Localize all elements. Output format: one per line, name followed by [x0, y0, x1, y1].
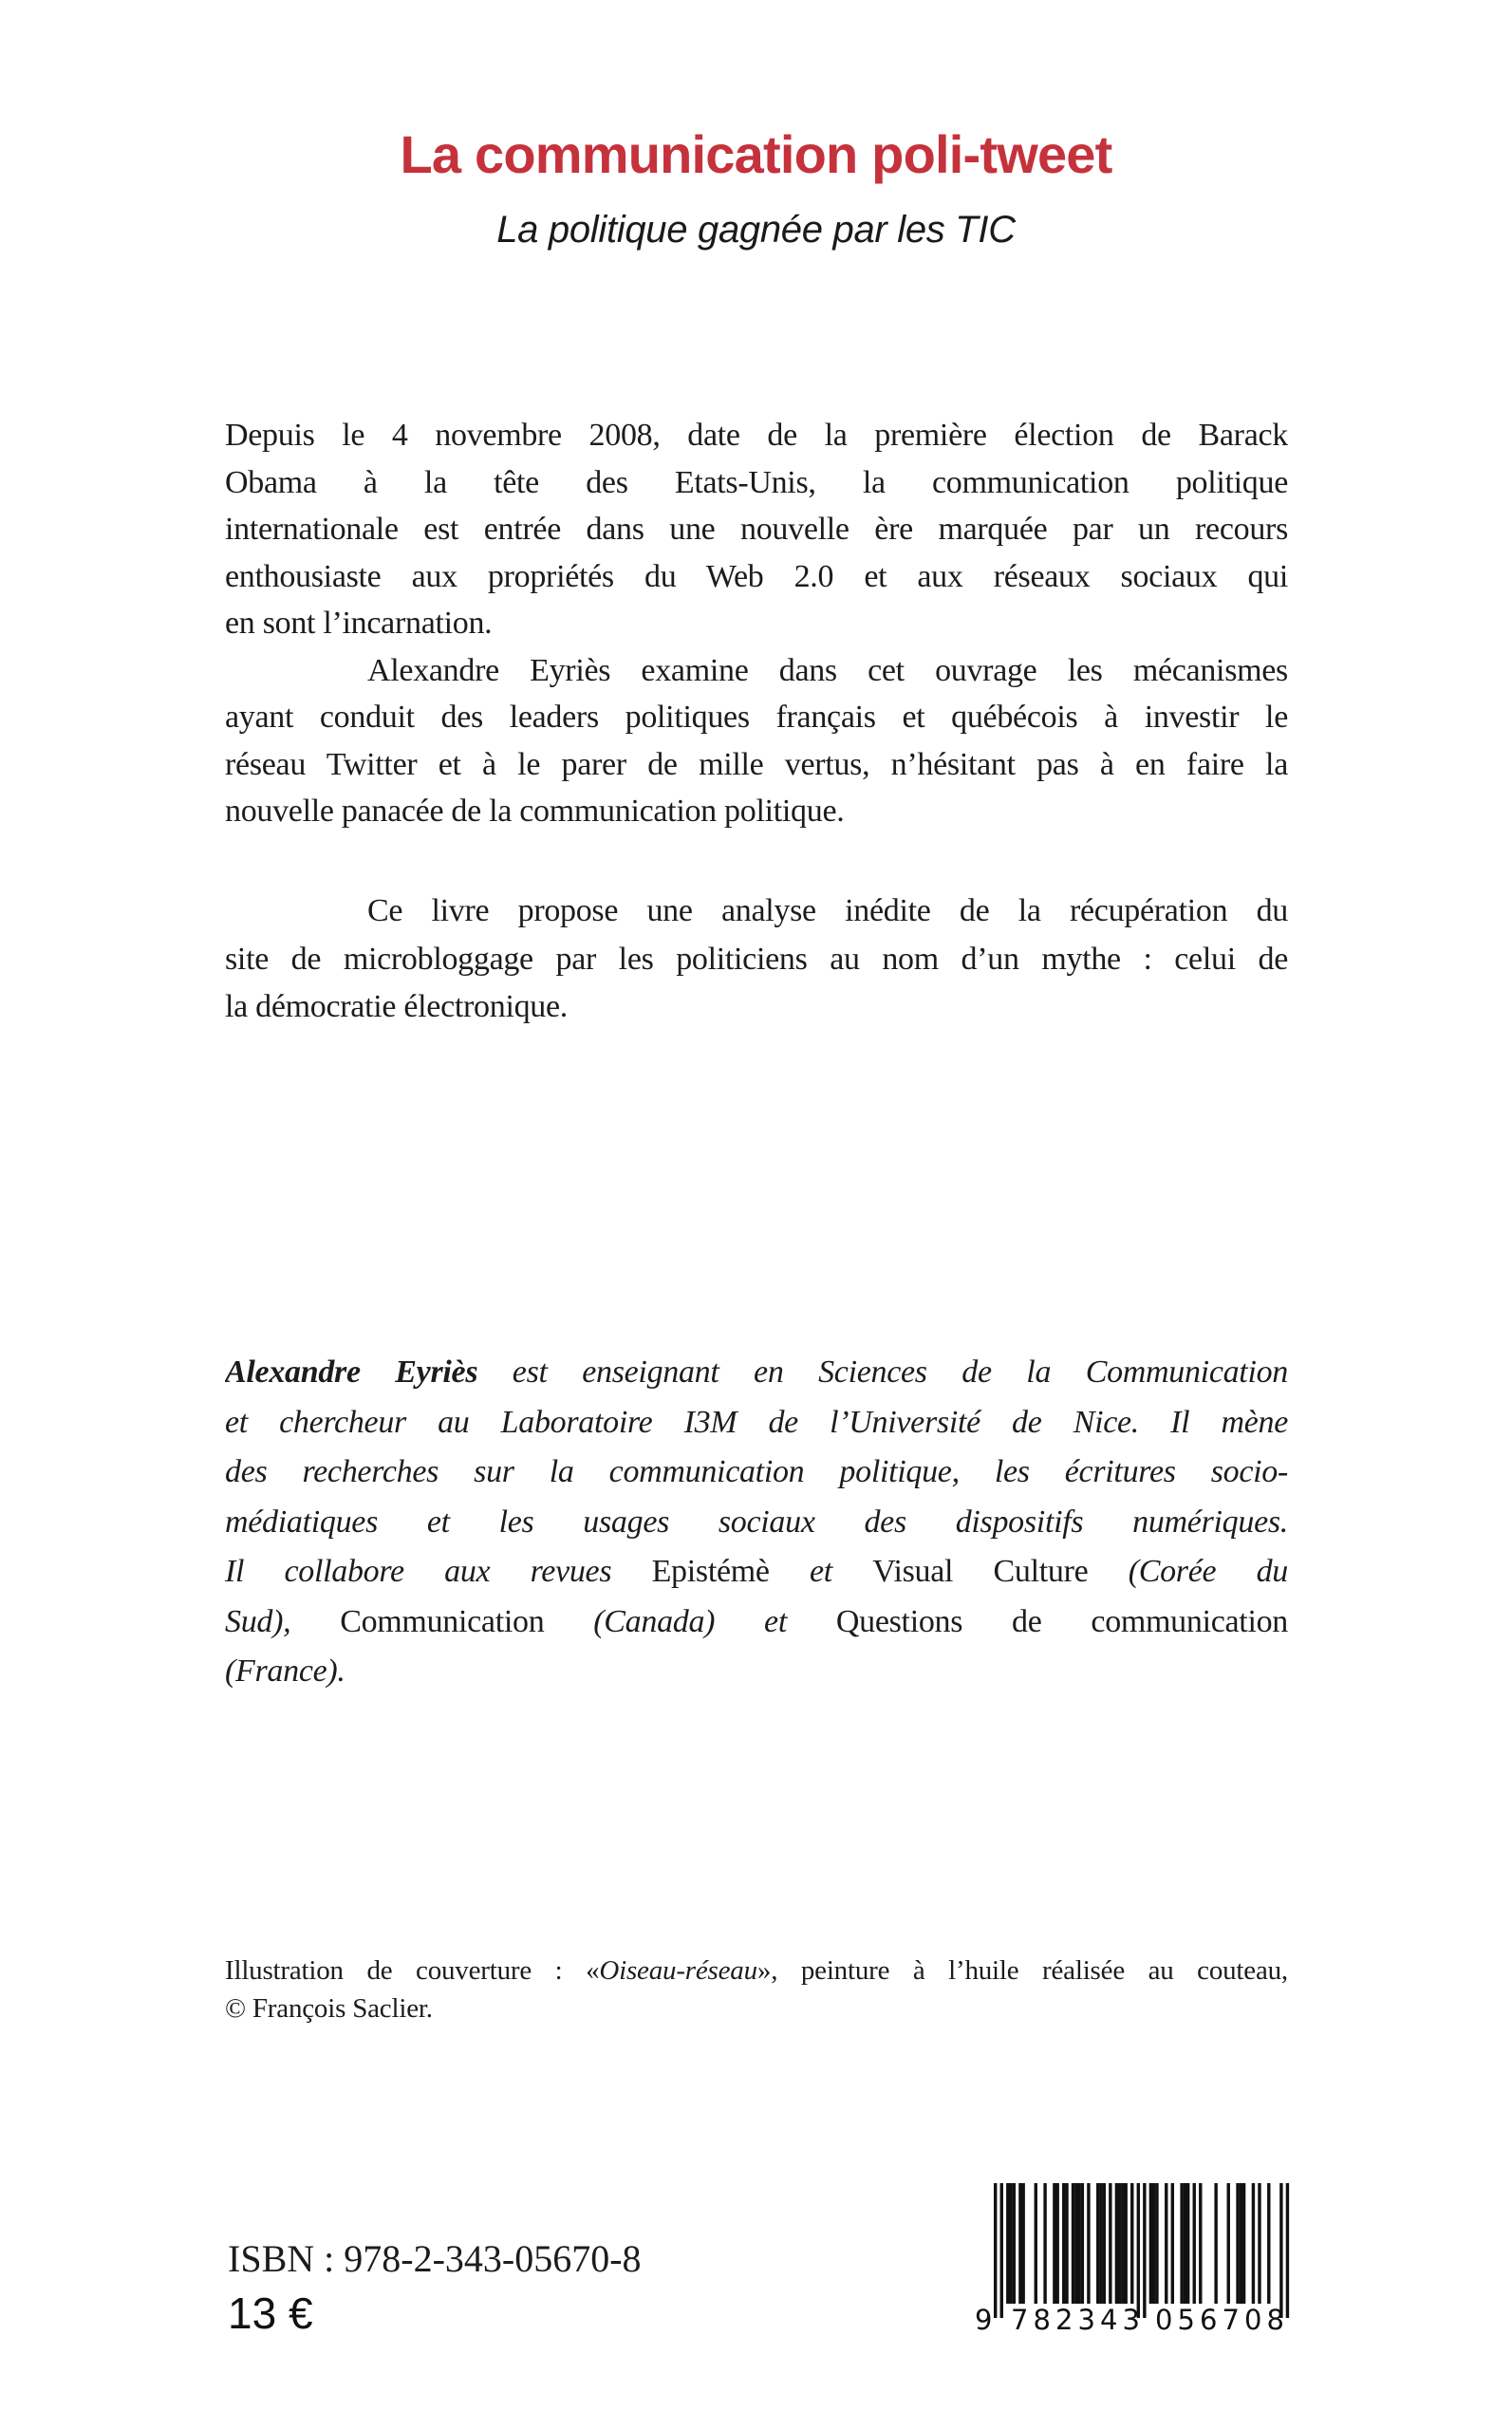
credit-text: », peinture à l’huile réalisée au couteau, — [756, 1955, 1288, 1986]
artwork-title: Oiseau-réseau — [599, 1955, 757, 1986]
book-title: La communication poli-tweet — [400, 124, 1112, 184]
bio-line: (France). — [225, 1653, 345, 1689]
bio-text: est enseignant en Sciences de la Communication — [477, 1354, 1288, 1390]
barcode-graphic — [973, 2183, 1300, 2335]
barcode-right-digits: 056708 — [1155, 2304, 1284, 2335]
price: 13 € — [228, 2289, 313, 2338]
book-subtitle: La politique gagnée par les TIC — [496, 209, 1016, 251]
blurb-line: réseau Twitter et à le parer de mille vertus, n’hésitant pas à en faire la — [225, 746, 1288, 782]
bio-text: (Canada) et — [544, 1603, 836, 1639]
bio-text: et — [769, 1554, 873, 1589]
blurb-line: la démocratie électronique. — [225, 989, 568, 1024]
bio-text: Il collabore aux revues — [225, 1554, 652, 1589]
blurb-line: Alexandre Eyriès examine dans cet ouvrage les mécanismes — [367, 652, 1288, 688]
bio-line: médiatiques et les usages sociaux des dispositifs numériques. — [225, 1504, 1288, 1540]
bio-line: et chercheur au Laboratoire I3M de l’Université de Nice. Il mène — [225, 1404, 1288, 1440]
bio-line — [225, 1348, 1288, 1398]
barcode — [973, 2183, 1300, 2335]
blurb-line: enthousiaste aux propriétés du Web 2.0 et aux réseaux sociaux qui — [225, 558, 1288, 594]
blurb-paragraph-3 — [225, 887, 1288, 1032]
cover-illustration-credit — [225, 1952, 1288, 2027]
blurb-line: Ce livre propose une analyse inédite de la récupération du — [367, 893, 1288, 928]
journal-title: Visual Culture — [872, 1554, 1089, 1589]
credit-line — [225, 1952, 1288, 1990]
barcode-bars — [994, 2183, 1289, 2318]
bio-line — [225, 1547, 1288, 1597]
author-bio — [225, 1348, 1288, 1697]
blurb-line: internationale est entrée dans une nouvelle ère marquée par un recours — [225, 512, 1288, 547]
author-name: Alexandre Eyriès — [225, 1354, 478, 1390]
blurb-paragraphs-1-2 — [225, 412, 1288, 835]
journal-title: Epistémè — [651, 1554, 770, 1589]
credit-line: © François Saclier. — [225, 1993, 433, 2024]
bio-line — [225, 1597, 1288, 1648]
bio-text: (Corée du — [1088, 1554, 1288, 1589]
credit-text: Illustration de couverture : « — [225, 1955, 600, 1986]
bio-text: Sud), — [225, 1603, 341, 1639]
barcode-left-digits: 782343 — [1011, 2304, 1140, 2335]
bio-line: des recherches sur la communication politique, les écritures socio- — [225, 1454, 1288, 1489]
barcode-digits — [975, 2304, 1284, 2335]
blurb-line: Depuis le 4 novembre 2008, date de la première élection de Barack — [225, 418, 1288, 453]
barcode-first-digit: 9 — [975, 2304, 993, 2335]
blurb-line: nouvelle panacée de la communication politique. — [225, 794, 845, 829]
blurb-line: en sont l’incarnation. — [225, 606, 493, 641]
blurb-line: site de microbloggage par les politiciens au nom d’un mythe : celui de — [225, 941, 1288, 977]
isbn: ISBN : 978-2-343-05670-8 — [228, 2237, 642, 2280]
journal-title: Questions de communication — [835, 1603, 1288, 1639]
blurb-line: Obama à la tête des Etats-Unis, la communication politique — [225, 464, 1288, 500]
blurb-line: ayant conduit des leaders politiques français et québécois à investir le — [225, 700, 1288, 735]
journal-title: Communication — [340, 1603, 545, 1639]
